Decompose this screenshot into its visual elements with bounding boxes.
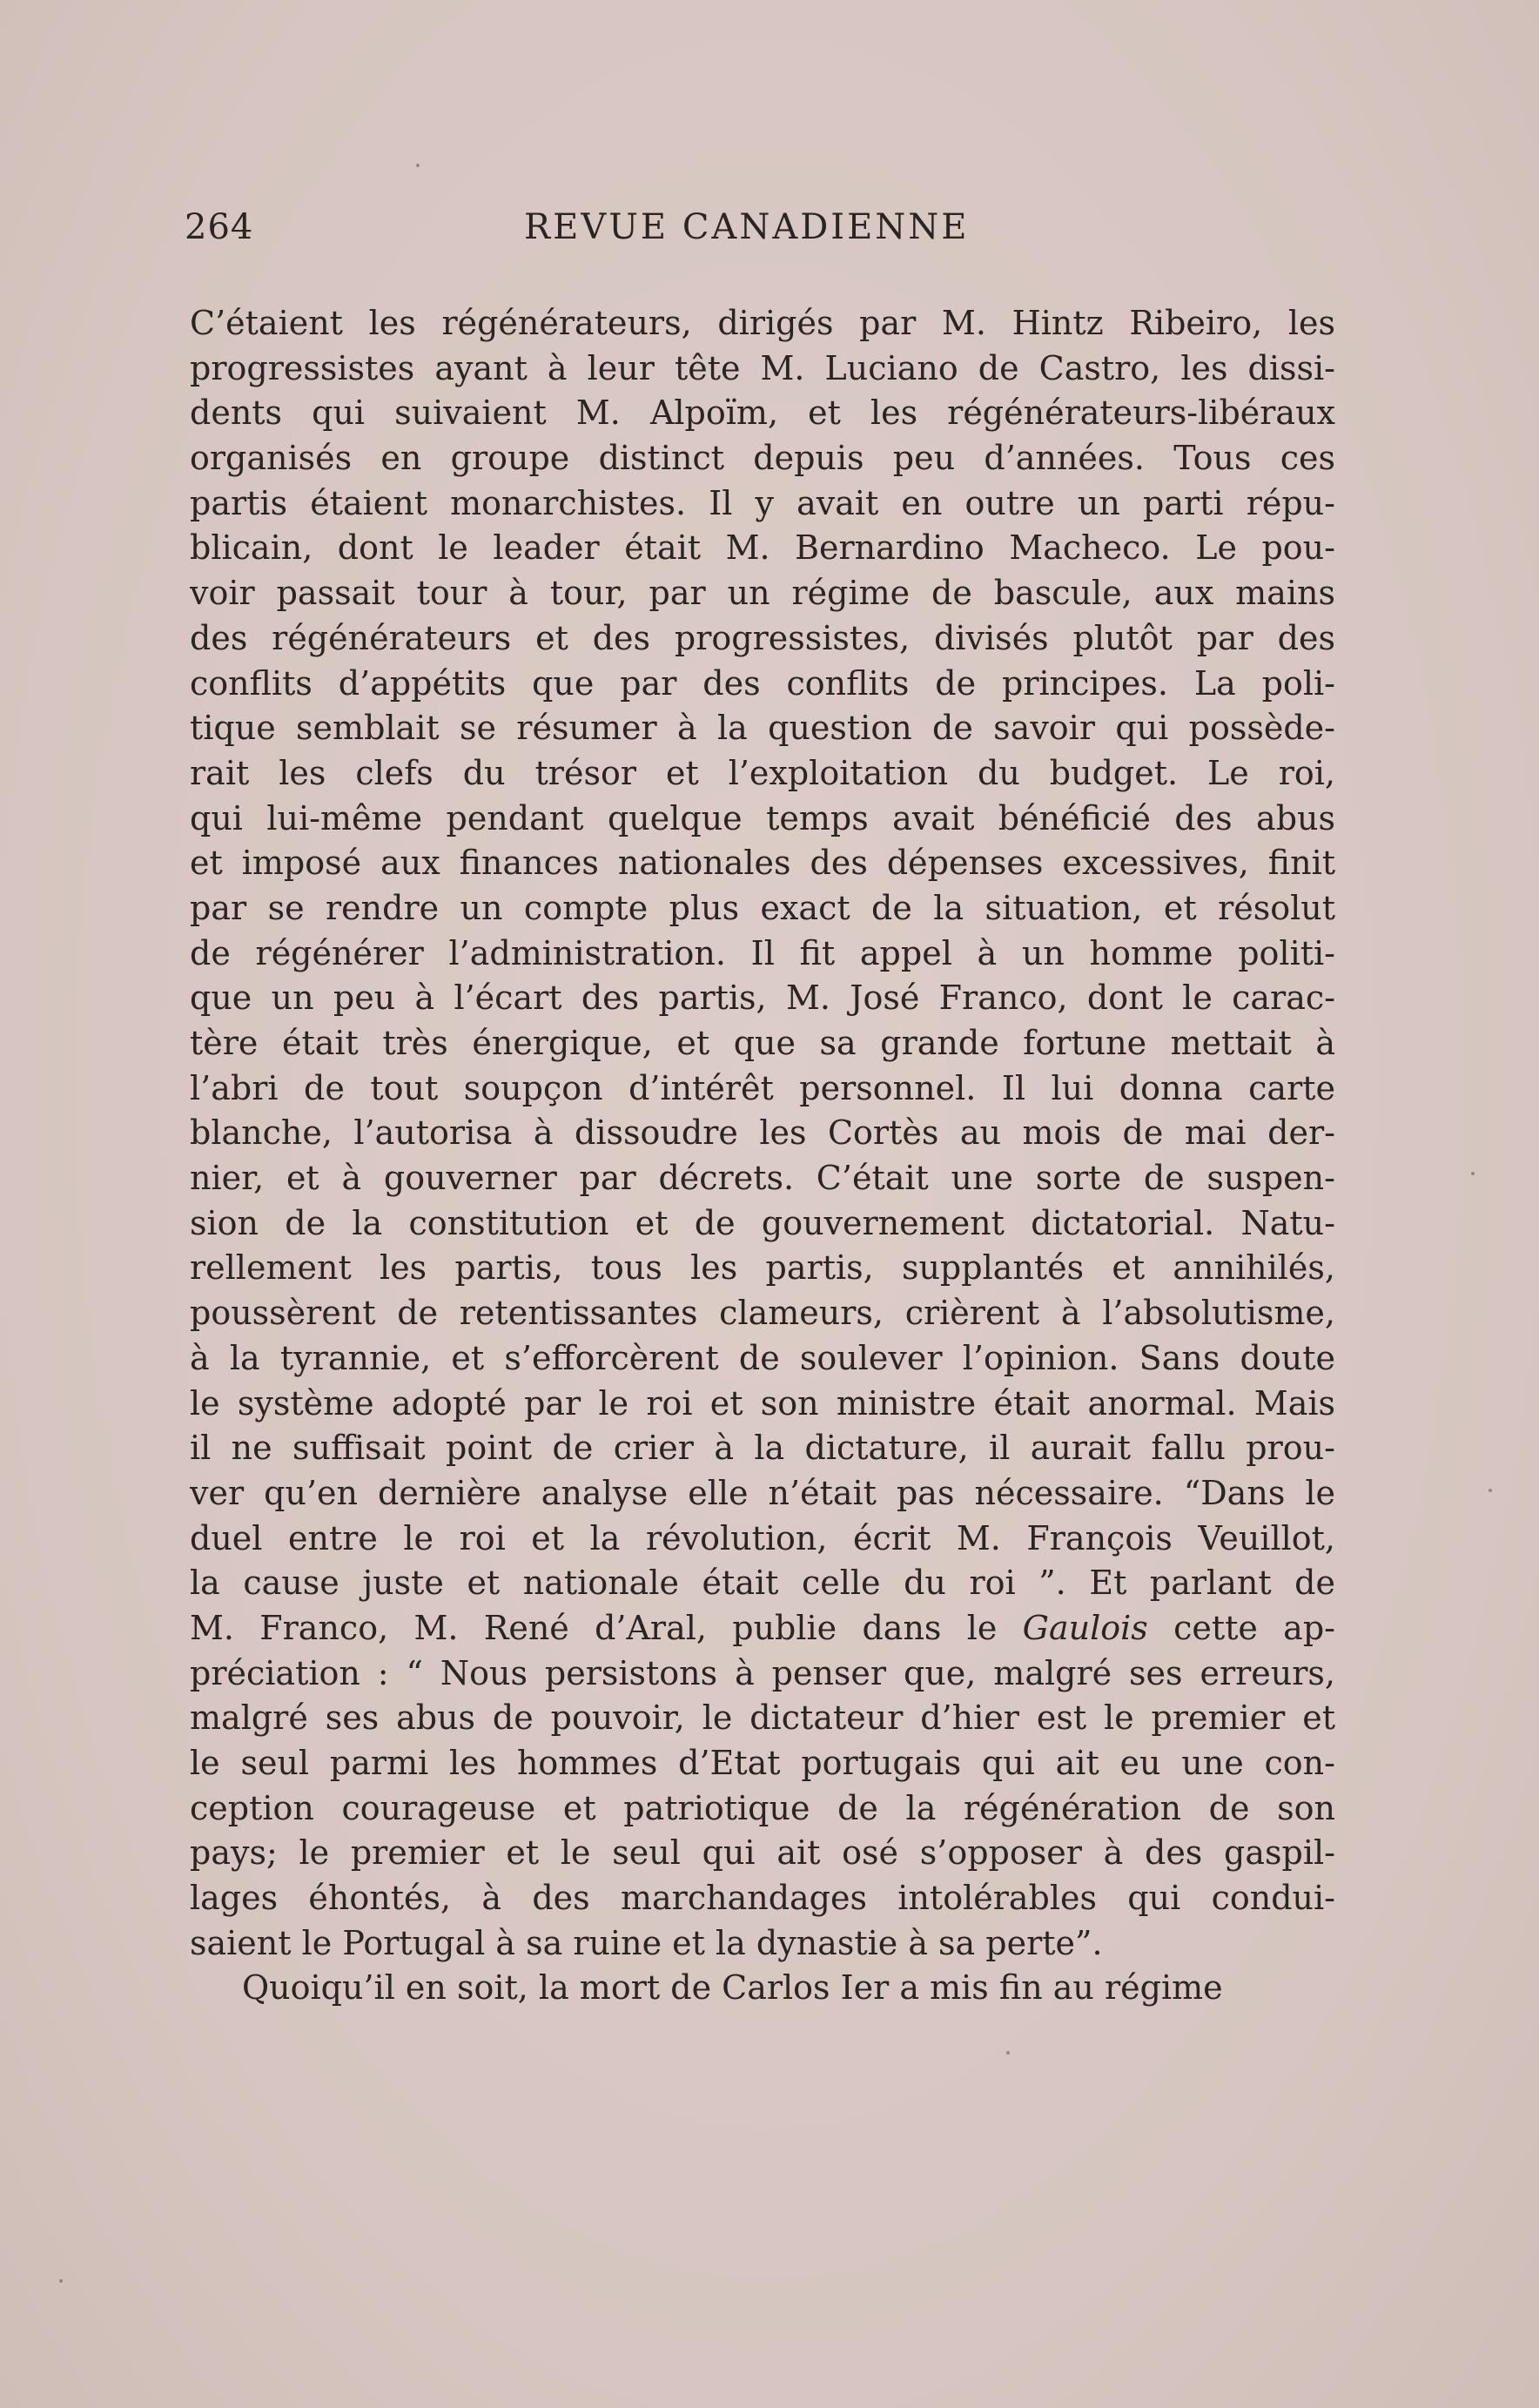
text-line: blanche, l’autorisa à dissoudre les Cortès au mois de mai der- bbox=[190, 1113, 1335, 1153]
text-line: l’abri de tout soupçon d’intérêt personnel. Il lui donna carte bbox=[190, 1068, 1335, 1107]
paper-speck bbox=[1489, 1489, 1492, 1492]
text-line: il ne suffisait point de crier à la dictature, il aurait fallu prou- bbox=[190, 1429, 1335, 1468]
text-line: la cause juste et nationale était celle du roi ”. Et parlant de bbox=[190, 1564, 1335, 1603]
paper-speck bbox=[59, 2279, 63, 2283]
page-header bbox=[185, 207, 1351, 259]
paper-speck bbox=[1006, 2051, 1010, 2055]
text-line: malgré ses abus de pouvoir, le dictateur d’hier est le premier et bbox=[190, 1698, 1335, 1738]
text-line: progressistes ayant à leur tête M. Luciano de Castro, les dissi- bbox=[190, 348, 1335, 387]
body-text bbox=[190, 301, 1335, 2011]
text-line: sion de la constitution et de gouvernement dictatorial. Natu- bbox=[190, 1203, 1335, 1242]
text-line: et imposé aux finances nationales des dépenses excessives, finit bbox=[190, 844, 1335, 883]
text-line: dents qui suivaient M. Alpoïm, et les régénérateurs-libéraux bbox=[190, 393, 1335, 433]
text-line: rellement les partis, tous les partis, supplantés et annihilés, bbox=[190, 1248, 1335, 1288]
running-head: REVUE CANADIENNE bbox=[524, 207, 970, 247]
paper-speck bbox=[416, 164, 420, 167]
text-line: partis étaient monarchistes. Il y avait en outre un parti répu- bbox=[190, 483, 1335, 522]
paragraph-1 bbox=[190, 301, 1335, 1966]
text-line: tère était très énergique, et que sa grande fortune mettait à bbox=[190, 1024, 1335, 1062]
text-line: saient le Portugal à sa ruine et la dynastie à sa perte”. bbox=[190, 1923, 1103, 1962]
text-line: tique semblait se résumer à la question de savoir qui possède- bbox=[190, 709, 1335, 748]
page-number: 264 bbox=[185, 207, 254, 247]
text-line: préciation : “ Nous persistons à penser que, malgré ses erreurs, bbox=[190, 1653, 1335, 1692]
text-line: à la tyrannie, et s’efforcèrent de soulever l’opinion. Sans doute bbox=[190, 1338, 1335, 1377]
text-line: organisés en groupe distinct depuis peu d’années. Tous ces bbox=[190, 439, 1335, 478]
text-line: M. Franco, M. René d’Aral, publie dans le Gaulois cette ap- bbox=[190, 1608, 1335, 1647]
text-line: duel entre le roi et la révolution, écrit M. François Veuillot, bbox=[190, 1518, 1335, 1557]
text-line: ception courageuse et patriotique de la régénération de son bbox=[190, 1788, 1335, 1827]
text-line: blicain, dont le leader était M. Bernardino Macheco. Le pou- bbox=[190, 528, 1335, 568]
text-line: nier, et à gouverner par décrets. C’était une sorte de suspen- bbox=[190, 1159, 1335, 1198]
paragraph-2 bbox=[190, 1966, 1335, 2011]
text-line: rait les clefs du trésor et l’exploitation du budget. Le roi, bbox=[190, 753, 1335, 792]
text-line: qui lui-même pendant quelque temps avait bénéficié des abus bbox=[190, 798, 1335, 837]
text-line: ver qu’en dernière analyse elle n’était pas nécessaire. “Dans le bbox=[190, 1473, 1335, 1512]
text-line: poussèrent de retentissantes clameurs, crièrent à l’absolutisme, bbox=[190, 1294, 1335, 1333]
text-line: lages éhontés, à des marchandages intolérables qui condui- bbox=[190, 1879, 1335, 1918]
text-line: voir passait tour à tour, par un régime de bascule, aux mains bbox=[190, 574, 1335, 613]
text-line: C’étaient les régénérateurs, dirigés par M. Hintz Ribeiro, les bbox=[190, 304, 1335, 342]
text-line: par se rendre un compte plus exact de la situation, et résolut bbox=[190, 888, 1335, 927]
text-line: que un peu à l’écart des partis, M. José Franco, dont le carac- bbox=[190, 979, 1335, 1018]
text-line: Quoiqu’il en soit, la mort de Carlos Ier a mis fin au régime bbox=[242, 1968, 1223, 2008]
text-line: de régénérer l’administration. Il fit appel à un homme politi- bbox=[190, 933, 1335, 972]
text-line: le seul parmi les hommes d’Etat portugais qui ait eu une con- bbox=[190, 1744, 1335, 1782]
newspaper-title: Gaulois bbox=[1022, 1608, 1148, 1647]
text-line: conflits d’appétits que par des conflits de principes. La poli- bbox=[190, 663, 1335, 703]
paper-speck bbox=[1471, 1172, 1475, 1175]
text-line: pays; le premier et le seul qui ait osé s’opposer à des gaspil- bbox=[190, 1833, 1335, 1873]
text-line: le système adopté par le roi et son ministre était anormal. Mais bbox=[190, 1383, 1335, 1423]
text-line: des régénérateurs et des progressistes, divisés plutôt par des bbox=[190, 618, 1335, 657]
